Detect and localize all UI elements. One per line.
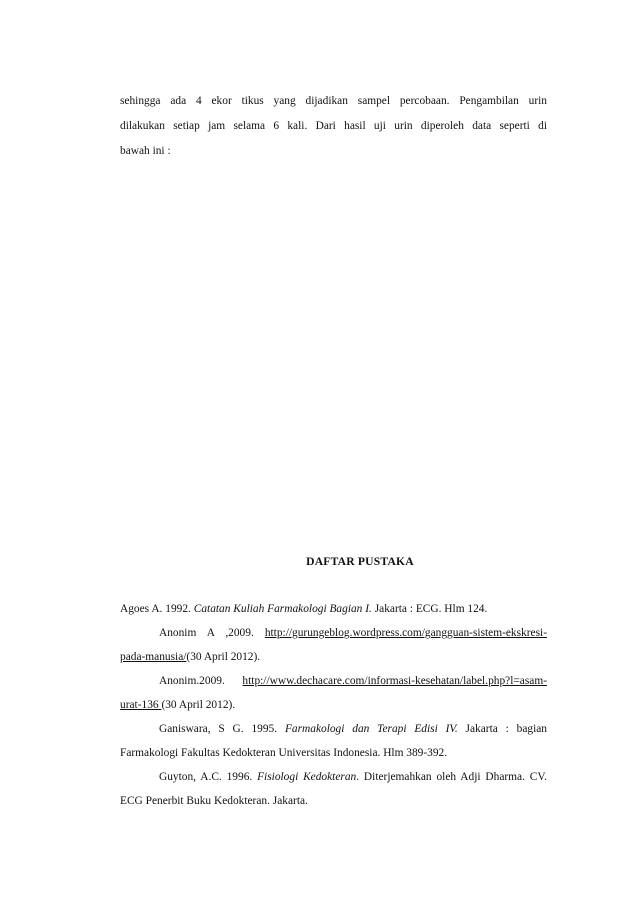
reference-item-agoes: [120, 597, 547, 621]
reference-access-date: (30 April 2012).: [186, 651, 261, 663]
reference-link[interactable]: http://www.dechacare.com/informasi-kesehatan/label.php?l=asam-: [242, 675, 547, 687]
intro-line-3: bawah ini :: [120, 145, 171, 157]
intro-line-2: dilakukan setiap jam selama 6 kali. Dari hasil uji urin diperoleh data seperti di: [120, 120, 547, 132]
reference-author-year: Anonim.2009.: [159, 675, 243, 687]
reference-translator: . Diterjemahkan oleh Adji Dharma. CV.: [356, 771, 547, 783]
reference-publisher: ECG Penerbit Buku Kedokteran. Jakarta.: [120, 795, 308, 807]
reference-publisher: Jakarta : ECG. Hlm 124.: [371, 603, 488, 615]
reference-title: Catatan Kuliah Farmakologi Bagian I.: [193, 603, 372, 615]
reference-item-ganiswara: [120, 717, 547, 765]
reference-item-guyton: [120, 765, 547, 813]
reference-title: Fisiologi Kedokteran: [257, 771, 357, 783]
reference-title: Farmakologi dan Terapi Edisi IV.: [284, 723, 458, 735]
intro-line-1: sehingga ada 4 ekor tikus yang dijadikan sampel percobaan. Pengambilan urin: [120, 95, 547, 107]
reference-author-year: Agoes A. 1992.: [120, 603, 194, 615]
intro-paragraph: [120, 89, 547, 164]
reference-access-date: (30 April 2012).: [161, 699, 236, 711]
reference-city: Jakarta : bagian: [457, 723, 547, 735]
reference-link[interactable]: http://gurungeblog.wordpress.com/gangguan-sistem-ekskresi-: [264, 627, 547, 639]
reference-author-year: Ganiswara, S G. 1995.: [159, 723, 285, 735]
reference-item-anonim-a: [120, 621, 547, 669]
reference-author-year: Anonim A ,2009.: [159, 627, 265, 639]
reference-item-anonim-b: [120, 669, 547, 717]
reference-publisher: Farmakologi Fakultas Kedokteran Universitas Indonesia. Hlm 389-392.: [120, 747, 448, 759]
reference-author-year: Guyton, A.C. 1996.: [159, 771, 258, 783]
bibliography-heading: DAFTAR PUSTAKA: [306, 555, 414, 568]
reference-link-continued[interactable]: urat-136: [120, 699, 162, 711]
reference-link-continued[interactable]: pada-manusia/: [120, 651, 187, 663]
reference-list: [120, 597, 547, 813]
